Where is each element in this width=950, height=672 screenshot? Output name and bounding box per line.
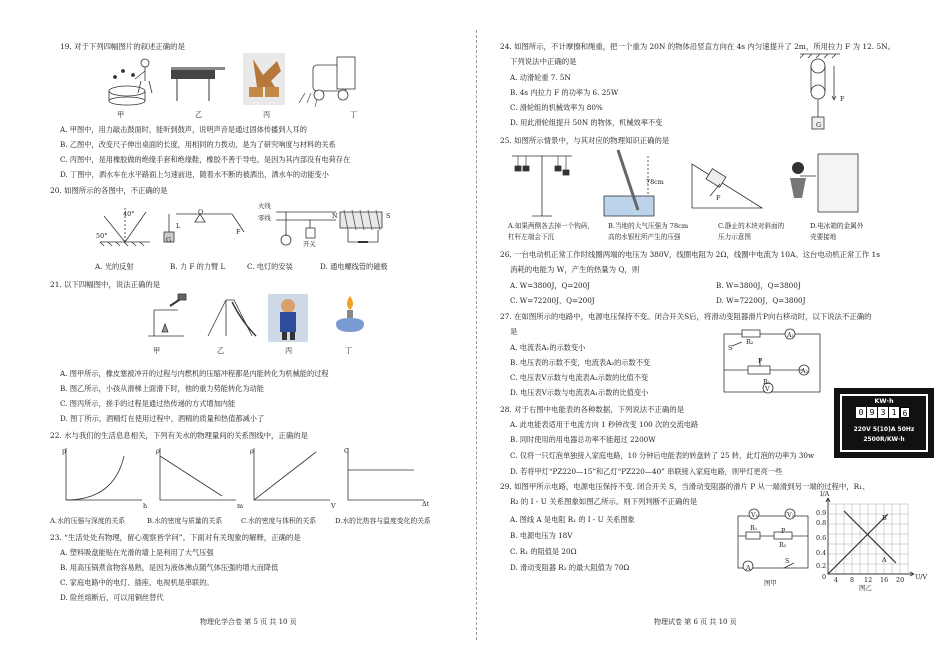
q28-stem: 28. 对于右图中电能表的各种数据，下列说法不正确的是 [500,405,685,414]
q27-label-r2: R₂ [746,338,754,346]
q19-label-jia: 甲 [117,110,125,119]
q29-graph-ylabel: I/A [820,490,830,498]
meter-digit-2: 9 [867,407,877,418]
q21-option-d: D. 图丁所示，酒精灯在使用过程中，酒精的质量和热值都减小了 [60,414,265,423]
q22-caption-a: A.水的压强与深度的关系 [50,517,126,525]
q22-caption-b: B.水的密度与质量的关系 [147,517,223,525]
q20-angle-40: 40° [123,210,135,218]
q25-caption-d-2: 壳要接地 [810,233,837,241]
graph-d-ylabel: C [344,447,349,455]
graph-b [160,448,236,500]
q25-caption-c-1: C.静止的木块对斜面的 [718,222,785,230]
q29-xtick-4: 4 [834,576,839,584]
meter-digit-3: 3 [878,407,888,418]
graph-a-ylabel: p [62,447,67,455]
q26-option-b: B. W=3800J，Q=3800J [716,281,801,290]
q23-option-a: A. 塑料吸盘能贴在光滑的墙上是利用了大气压强 [60,548,214,557]
right-footer: 物理试卷 第 6 页 共 10 页 [654,618,737,626]
graph-a [66,448,142,500]
graph-b-xlabel: m [237,502,244,510]
q29-ytick-09: 0.9 [816,509,827,517]
q29-circuit [732,508,814,578]
meter-digit-5: 6 [900,407,910,418]
q20-label-l: L [176,222,181,230]
q20-option-d: D. 通电螺线管的磁极 [320,262,388,271]
q21-label-yi: 乙 [217,346,225,355]
q22-stem: 22. 水与我们的生活息息相关，下列有关水的物理量间的关系图线中，正确的是 [50,431,308,440]
graph-c [254,448,330,500]
q19-option-a: A. 甲图中，用力敲击鼓面时，能听到鼓声，说明声音是通过固体传播到人耳的 [60,125,307,134]
q29-option-a: A. 图线 A 是电阻 R₁ 的 I - U 关系图象 [510,515,635,524]
q25-caption-a-1: A.如果两侧各去掉一个钩码， [508,222,594,230]
q24-stem: 24. 如图所示，不计摩擦和绳重，把一个重为 20N 的物体沿竖直方向在 4s 内匀速提升了 2m，所用拉力 F 为 12. 5N。 [500,42,896,51]
gloves-figure [243,53,285,105]
q29-ytick-08: 0.8 [816,519,827,527]
q20-option-c: C. 电灯的安装 [247,262,293,271]
q21-option-a: A. 图甲所示，橡皮塞被冲开的过程与内燃机的压缩冲程都是内能转化为机械能的过程 [60,369,329,378]
q21-label-jia: 甲 [153,346,161,355]
q20-label-g: G [166,236,172,244]
q25-caption-a-2: 杠杆左端会下沉 [508,233,555,241]
q29-label-a: A [746,564,751,572]
q29-stem-2: R₂ 的 I - U 关系图象如图乙所示。则下列判断不正确的是 [510,497,698,506]
q27-label-a2: A₂ [801,367,809,375]
q19-option-c: C. 丙图中，是用橡胶做的绝缘手套和绝缘鞋，橡胶不善于导电，是因为其内部没有电荷存在 [60,155,351,164]
q23-option-c: C. 家庭电路中的电灯、插座、电视机是串联的。 [60,578,214,587]
meter-revolutions: 2500R/KW·h [863,436,905,443]
graph-c-xlabel: V [331,502,336,510]
q21-figures [140,292,380,344]
alcohol-lamp-figure [336,296,364,332]
q27-circuit [718,330,828,396]
q29-graph-caption: 图乙 [859,584,872,592]
q29-label-s: S [785,557,790,565]
q20-label-fire: 火线 [258,202,271,210]
graph-a-xlabel: h [143,502,148,510]
q29-label-v2: V₂ [787,511,795,519]
q26-stem-2: 消耗的电能为 W，产生的热量为 Q，则 [510,265,640,274]
q29-ytick-0: 0 [822,573,827,581]
q20-label-switch: 开关 [303,240,316,248]
q25-label-78cm: 78cm [646,178,664,186]
q27-label-r1: R₁ [763,378,771,386]
q29-option-d: D. 滑动变阻器 R₂ 的最大阻值为 70Ω [510,563,630,572]
meter-digit-1: 0 [856,407,866,418]
q26-stem: 26. 一台电动机正常工作时线圈两端的电压为 380V，线圈电阻为 2Ω，线圈中电流为 10A。这台电动机正常工作 1s [500,250,881,259]
q22-caption-c: C.水的密度与体积的关系 [241,517,317,525]
q27-option-c: C. 电压表V示数与电流表A₂示数的比值不变 [510,373,649,382]
q25-stem: 25. 如图所示情景中，与其对应的物理知识正确的是 [500,136,670,145]
pulley-label-g: G [816,121,822,129]
page-divider [476,30,477,640]
q28-option-c: C. 仅将一只灯泡单独接入家庭电路，10 分钟后电能表的转盘转了 25 转，此灯泡的功率为 30w [510,451,815,460]
q24-option-a: A. 动滑轮重 7. 5N [510,73,571,82]
q21-label-bing: 丙 [285,346,293,355]
q25-caption-d-1: D.电冰箱的金属外 [810,222,864,230]
q29-label-v1: V₁ [751,511,759,519]
fridge-figure [790,154,858,212]
q29-ytick-02: 0.2 [816,562,827,570]
pulley-figure [798,52,848,136]
graph-d-xlabel: Δt [422,500,430,508]
q27-stem: 27. 在如图所示的电路中，电源电压保持不变。闭合开关S后，将滑动变阻器滑片P向右移动时，以下说法不正确的 [500,312,872,321]
q20-label-f: F [236,228,241,236]
q19-option-d: D. 丁图中，洒水车在水平路面上匀速前进，随着水不断的被洒出，洒水车的动能变小 [60,170,329,179]
q20-option-a: A. 光的反射 [95,262,134,271]
q24-stem-2: 下列说法中正确的是 [510,57,577,66]
left-footer: 物理化学合卷 第 5 页 共 10 页 [200,618,297,626]
q29-graph-xlabel: U/V [915,573,928,581]
drum-figure [109,59,152,105]
q25-caption-b-2: 高的水银柱所产生的压强 [608,233,681,241]
q20-option-b: B. 力 F 的力臂 L [170,262,226,271]
q29-xtick-20: 20 [896,576,905,584]
q24-option-c: C. 滑轮组的机械效率为 80% [510,103,603,112]
q29-line-label-a: A [882,556,887,564]
pulley-label-f: F [840,95,845,103]
q29-circuit-caption: 图甲 [764,579,777,587]
q29-xtick-12: 12 [864,576,873,584]
graph-c-ylabel: ρ [250,447,254,455]
q21-option-c: C. 图丙所示，搓手的过程是通过热传递的方式增加内能 [60,399,236,408]
truck-figure [299,57,355,107]
q29-xtick-8: 8 [850,576,855,584]
q20-label-s: S [386,212,391,220]
q20-stem: 20. 如图所示的各图中，不正确的是 [50,186,168,195]
q25-caption-c-2: 压力示意图 [718,233,751,241]
test-tube-figure [148,294,186,336]
q20-label-o: O [198,208,204,216]
q27-label-v: V [765,385,770,393]
q29-stem: 29. 如图甲所示电路，电源电压保持不变. 闭合开关 S，当滑动变阻器的滑片 P 从一端滑到另一端的过程中，R₁、 [500,482,870,491]
q26-option-a: A. W=3800J，Q=200J [510,281,591,290]
q29-label-r2: R₂ [779,541,787,549]
q27-label-a1: A₁ [787,331,795,339]
solenoid-figure [340,210,382,242]
q26-option-c: C. W=72200J，Q=200J [510,296,595,305]
q24-option-b: B. 4s 内拉力 F 的功率为 6. 25W [510,88,619,97]
q27-option-a: A. 电流表A₁的示数变小 [510,343,586,352]
right-page [478,0,950,672]
q29-line-label-b: B [882,514,887,522]
graph-d [348,448,424,500]
q29-xtick-16: 16 [880,576,889,584]
meter-spec: 220V 5(10)A 50Hz [853,426,915,433]
q27-option-b: B. 电压表的示数不变，电流表A₂的示数不变 [510,358,651,367]
q21-stem: 21. 以下四幅图中，说法正确的是 [50,280,161,289]
q23-stem: 23. “生活处处有物理，留心观察皆学问”。下面对有关现象的解释，正确的是 [50,533,301,542]
q27-label-p: P [758,357,763,365]
q20-label-zero: 零线 [258,214,271,222]
graph-b-ylabel: ρ [156,447,160,455]
lever-balance-figure [512,156,572,216]
child-figure [268,294,308,342]
q29-ytick-06: 0.6 [816,534,827,542]
incline-figure [692,164,762,208]
q19-label-ding: 丁 [350,110,358,119]
q25-figures [508,148,878,220]
energy-meter [834,388,934,458]
ruler-figure [171,67,225,101]
q19-figures [105,53,365,109]
q20-angle-50: 50° [96,232,108,240]
meter-digit-4: 1 [889,407,899,418]
meter-digits [856,407,910,418]
q20-label-n: N [332,212,338,220]
q19-option-b: B. 乙图中，改变尺子伸出桌面的长度，用相同的力拨动，是为了研究响度与材料的关系 [60,140,336,149]
q29-label-p: P [781,527,786,535]
q19-label-bing: 丙 [263,110,271,119]
q19-label-yi: 乙 [195,110,203,119]
q27-option-d: D. 电压表V示数与电流表A₁示数的比值变小 [510,388,649,397]
q25-caption-b-1: B.当地的大气压强为 78cm [608,222,689,230]
q27-label-s: S [728,344,733,352]
meter-unit: KW·h [874,397,894,405]
q26-option-d: D. W=72200J，Q=3800J [716,296,806,305]
q27-stem-2: 是 [510,327,518,336]
q22-caption-d: D.水的比热容与温度变化的关系 [335,517,431,525]
q20-figures [90,198,420,258]
q21-option-b: B. 图乙所示，小孩从滑梯上面滑下时，他的重力势能转化为动能 [60,384,264,393]
line-a [844,511,896,563]
slide-figure [208,300,256,336]
q24-option-d: D. 用此滑轮组提升 50N 的物体，机械效率不变 [510,118,663,127]
q29-option-c: C. R₁ 的阻值是 20Ω [510,547,577,556]
q25-label-f: F [716,194,721,202]
q23-option-d: D. 险丝熔断后，可以用铜丝替代 [60,593,164,602]
q29-label-r1: R₁ [750,524,758,532]
q28-option-b: B. 同时使用的用电器总功率不能超过 2200W [510,435,656,444]
q29-option-b: B. 电源电压为 18V [510,531,573,540]
q29-ytick-04: 0.4 [816,549,827,557]
q21-label-ding: 丁 [345,346,353,355]
q28-option-a: A. 此电能表适用于电流方向 1 秒钟改变 100 次的交流电路 [510,420,699,429]
q28-option-d: D. 若将甲灯“PZ220—15”和乙灯“PZ220—40” 串联接入家庭电路，则甲灯更亮一些 [510,467,783,476]
q23-option-b: B. 用高压锅煮食物容易熟，是因为液体沸点随气体压强的增大而降低 [60,563,279,572]
q22-graphs [58,446,438,508]
q19-stem: 19. 对于下列四幅图片的叙述正确的是 [60,42,185,51]
